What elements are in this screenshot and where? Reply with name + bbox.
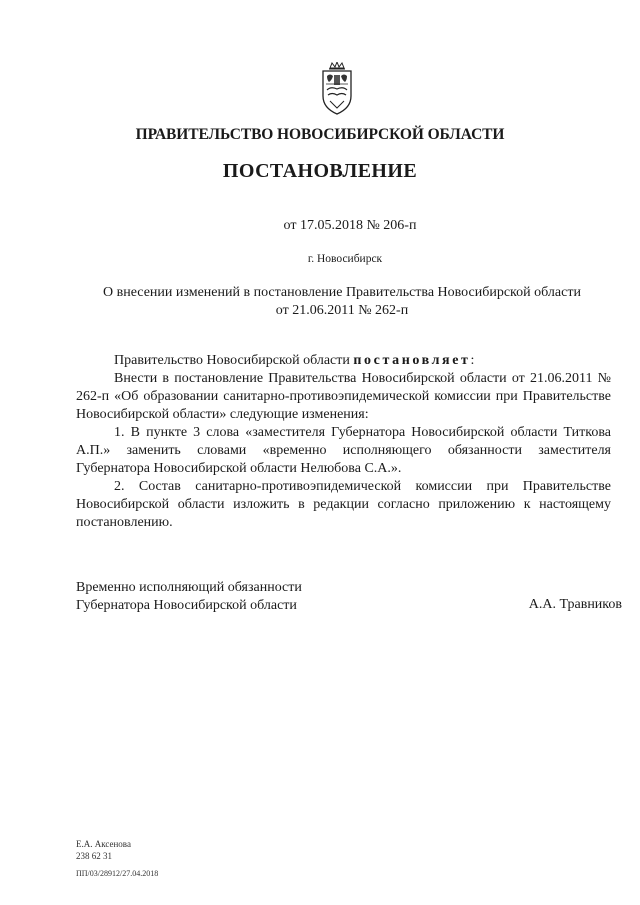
subject-line-1: О внесении изменений в постановление Правительства Новосибирской области — [103, 285, 581, 300]
body-paragraph-2: 1. В пункте 3 слова «заместителя Губернатора Новосибирской области Титкова А.П.» заменить словами «временно исполняющего обязанности заместителя Губернатора Новосибирской области Нелюбова С.А.». — [76, 425, 611, 476]
signatory-title-line-1: Временно исполняющий обязанности — [76, 580, 302, 595]
document-number: от 17.05.2018 № 206-п — [283, 218, 417, 233]
executor-name: Е.А. Аксенова — [76, 839, 131, 849]
document-city: г. Новосибирск — [307, 253, 383, 265]
executor-phone: 238 62 31 — [76, 851, 112, 861]
coat-of-arms-icon — [318, 62, 356, 116]
intro-suffix: : — [470, 353, 475, 368]
organization-name: ПРАВИТЕЛЬСТВО НОВОСИБИРСКОЙ ОБЛАСТИ — [135, 126, 505, 143]
document-body — [76, 352, 611, 532]
document-subject — [72, 284, 612, 320]
document-code: ПП/03/28912/27.04.2018 — [76, 869, 159, 878]
executor-info — [76, 838, 131, 862]
document-type: ПОСТАНОВЛЕНИЕ — [222, 160, 418, 182]
body-paragraph-1: Внести в постановление Правительства Новосибирской области от 21.06.2011 № 262-п «Об образовании санитарно-противоэпидемической комиссии при Правительстве Новосибирской области» следующие изменения: — [76, 371, 611, 422]
subject-line-2: от 21.06.2011 № 262-п — [275, 303, 409, 318]
body-intro — [76, 352, 611, 370]
intro-prefix: Правительство Новосибирской области — [114, 353, 354, 368]
signatory-name: А.А. Травников — [528, 597, 622, 612]
intro-decree-word: постановляет — [353, 353, 471, 368]
signatory-title-line-2: Губернатора Новосибирской области — [76, 598, 297, 613]
body-paragraph-3: 2. Состав санитарно-противоэпидемической комиссии при Правительстве Новосибирской области изложить в редакции согласно приложению к настоящему постановлению. — [76, 479, 611, 530]
